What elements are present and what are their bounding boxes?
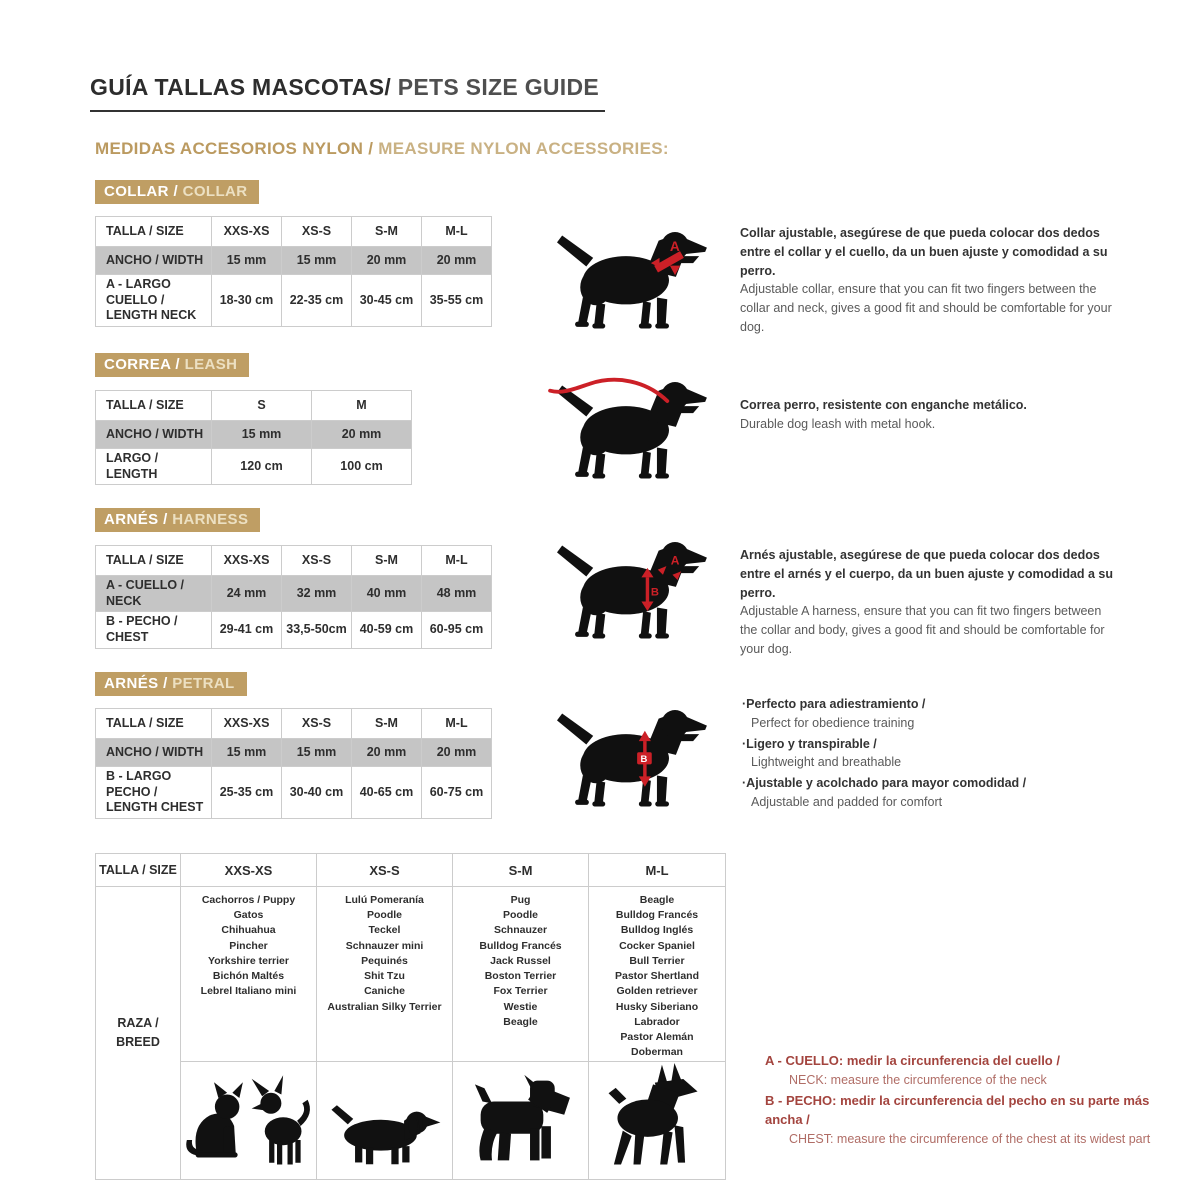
- leash-desc-es: Correa perro, resistente con enganche metálico.: [740, 398, 1027, 412]
- table-cell: 22-35 cm: [282, 275, 352, 327]
- breed-item: Poodle: [366, 909, 402, 922]
- table-cell: TALLA / SIZE: [96, 546, 212, 576]
- petral-size-table: [95, 708, 492, 819]
- table-cell: 60-95 cm: [422, 612, 492, 648]
- harness-badge-en: HARNESS: [172, 511, 249, 528]
- collar-badge-es: COLLAR /: [104, 183, 183, 200]
- harness-desc-es: Arnés ajustable, asegúrese de que pueda colocar dos dedos entre el arnés y el cuerpo, da un buen ajuste y comodidad a su perro.: [740, 548, 1114, 600]
- schnauzer-silhouette: [471, 1073, 571, 1168]
- table-cell: ANCHO / WIDTH: [96, 421, 212, 449]
- page-subtitle-en: MEASURE NYLON ACCESSORIES:: [378, 139, 669, 158]
- breed-item: Golden retriever: [616, 985, 698, 998]
- table-cell: LARGO / LENGTH: [96, 449, 212, 485]
- table-cell: XXS-XS: [212, 217, 282, 247]
- table-cell: 35-55 cm: [422, 275, 492, 327]
- table-cell: 20 mm: [312, 421, 412, 449]
- leash-description: [740, 396, 1122, 434]
- breed-item: Cachorros / Puppy: [201, 894, 296, 906]
- table-cell: B - LARGO PECHO / LENGTH CHEST: [96, 767, 212, 819]
- table-cell: S-M: [352, 217, 422, 247]
- table-cell: S-M: [453, 854, 589, 887]
- breed-item: Yorkshire terrier: [208, 954, 289, 967]
- petral-badge-es: ARNÉS /: [104, 675, 173, 692]
- breed-item: Pequinés: [361, 954, 408, 967]
- table-cell: XXS-XS: [181, 854, 317, 887]
- table-cell: TALLA / SIZE: [96, 709, 212, 739]
- table-cell: XS-S: [282, 709, 352, 739]
- breed-item: Teckel: [368, 924, 401, 937]
- breed-item: Boston Terrier: [484, 970, 557, 983]
- breed-item: Beagle: [639, 894, 675, 906]
- table-cell: XS-S: [282, 546, 352, 576]
- breed-item: Pincher: [229, 939, 268, 952]
- breed-row-label: RAZA / BREED: [96, 887, 181, 1180]
- table-cell: 20 mm: [352, 247, 422, 275]
- breed-list-xxs-xs: [181, 887, 317, 1062]
- breed-item: Chihuahua: [221, 924, 276, 937]
- collar-size-table: [95, 216, 492, 327]
- table-cell: 18-30 cm: [212, 275, 282, 327]
- breed-list-xs-s: [317, 887, 453, 1062]
- page-title-en: PETS SIZE GUIDE: [391, 74, 600, 100]
- table-cell: S-M: [352, 709, 422, 739]
- leash-size-table: [95, 390, 412, 485]
- leash-dog-figure: [537, 370, 720, 487]
- breed-item: Schnauzer: [493, 924, 548, 937]
- harness-label-b: B: [650, 586, 659, 599]
- silhouette-cell-s-m: [453, 1062, 589, 1180]
- page-title-es: GUÍA TALLAS MASCOTAS/: [90, 74, 392, 100]
- breed-list-m-l: [589, 887, 726, 1062]
- collar-badge-en: COLLAR: [182, 183, 248, 200]
- harness-section-badge: [95, 508, 260, 532]
- collar-dog-figure: [537, 220, 720, 337]
- breed-list-s-m: [453, 887, 589, 1062]
- note-neck-es: A - CUELLO: medir la circunferencia del cuello /: [765, 1053, 1060, 1068]
- cat-and-chihuahua-silhouette: [183, 1070, 315, 1168]
- breed-item: Gatos: [233, 909, 264, 922]
- table-cell: M-L: [589, 854, 726, 887]
- harness-desc-en: Adjustable A harness, ensure that you can fit two fingers between the collar and body, gives a good fit and should be comfortable for your dog.: [740, 604, 1105, 656]
- table-cell: XS-S: [317, 854, 453, 887]
- silhouette-cell-m-l: [589, 1062, 726, 1180]
- measuring-notes: [765, 1052, 1185, 1151]
- breed-item: Beagle: [503, 1015, 538, 1028]
- breed-item: Shit Tzu: [364, 970, 405, 983]
- note-chest-en: CHEST: measure the circumference of the chest at its widest part: [789, 1131, 1151, 1146]
- collar-desc-es: Collar ajustable, asegúrese de que pueda colocar dos dedos entre el collar y el cuello, da un buen ajuste y comodidad a su perro.: [740, 226, 1108, 278]
- harness-description: [740, 546, 1122, 659]
- table-cell: 15 mm: [282, 739, 352, 767]
- table-cell: 20 mm: [422, 739, 492, 767]
- table-cell: 15 mm: [212, 739, 282, 767]
- petral-dog-figure: [537, 698, 720, 815]
- table-cell: XXS-XS: [212, 709, 282, 739]
- leash-desc-en: Durable dog leash with metal hook.: [740, 416, 936, 431]
- breed-item: Bulldog Francés: [615, 909, 699, 922]
- harness-size-table: [95, 545, 492, 649]
- breed-item: Doberman: [631, 1046, 683, 1059]
- breed-item: Bulldog Francés: [479, 939, 562, 952]
- table-cell: 48 mm: [422, 576, 492, 612]
- table-cell: A - LARGO CUELLO / LENGTH NECK: [96, 275, 212, 327]
- table-cell: 20 mm: [352, 739, 422, 767]
- dachshund-silhouette: [326, 1097, 444, 1168]
- table-cell: 40-59 cm: [352, 612, 422, 648]
- dog-silhouette: [557, 542, 707, 638]
- breed-table: [95, 853, 726, 1180]
- table-cell: M-L: [422, 546, 492, 576]
- silhouette-cell-xs-s: [317, 1062, 453, 1180]
- breed-item: Bichón Maltés: [212, 970, 285, 983]
- petral-bullet-es: · Ajustable y acolchado para mayor comodidad /: [742, 774, 1102, 793]
- table-cell: XXS-XS: [212, 546, 282, 576]
- table-cell: 40 mm: [352, 576, 422, 612]
- note-chest-es: B - PECHO: medir la circunferencia del pecho en su parte más ancha /: [765, 1092, 1150, 1127]
- table-cell: ANCHO / WIDTH: [96, 739, 212, 767]
- petral-section-badge: [95, 672, 247, 696]
- breed-item: Australian Silky Terrier: [327, 1000, 442, 1013]
- leash-badge-en: LEASH: [184, 356, 238, 373]
- table-cell: 100 cm: [312, 449, 412, 485]
- page-subtitle-es: MEDIDAS ACCESORIOS NYLON /: [95, 139, 379, 158]
- leash-section-badge: [95, 353, 249, 377]
- petral-bullet-es: · Perfecto para adiestramiento /: [742, 695, 1102, 714]
- collar-desc-en: Adjustable collar, ensure that you can fit two fingers between the collar and neck, gives a good fit and should be comfortable for your dog.: [740, 282, 1112, 334]
- note-neck-en: NECK: measure the circumference of the neck: [789, 1072, 1047, 1087]
- harness-label-a: A: [670, 553, 680, 568]
- petral-badge-en: PETRAL: [172, 675, 235, 692]
- table-cell: M: [312, 391, 412, 421]
- table-cell: 29-41 cm: [212, 612, 282, 648]
- table-cell: 33,5-50cm: [282, 612, 352, 648]
- collar-description: [740, 224, 1122, 337]
- page-title: [90, 74, 605, 112]
- petral-bullet-en: Adjustable and padded for comfort: [751, 794, 943, 809]
- table-cell: M-L: [422, 709, 492, 739]
- table-cell: 24 mm: [212, 576, 282, 612]
- table-cell: 25-35 cm: [212, 767, 282, 819]
- doberman-silhouette: [605, 1063, 710, 1168]
- breed-item: Cocker Spaniel: [619, 939, 695, 952]
- dog-silhouette: [557, 710, 707, 806]
- table-cell: 15 mm: [212, 247, 282, 275]
- table-cell: S: [212, 391, 312, 421]
- table-cell: S-M: [352, 546, 422, 576]
- table-cell: TALLA / SIZE: [96, 217, 212, 247]
- harness-badge-es: ARNÉS /: [104, 511, 173, 528]
- table-cell: 30-45 cm: [352, 275, 422, 327]
- table-cell: TALLA / SIZE: [96, 854, 181, 887]
- table-cell: M-L: [422, 217, 492, 247]
- harness-dog-figure: [537, 530, 720, 647]
- table-cell: 30-40 cm: [282, 767, 352, 819]
- breed-item: Schnauzer mini: [345, 939, 424, 952]
- breed-item: Bulldog Inglés: [620, 924, 694, 937]
- table-cell: 32 mm: [282, 576, 352, 612]
- breed-item: Lulú Pomeranía: [345, 894, 424, 906]
- petral-features: [742, 695, 1102, 814]
- breed-item: Lebrel Italiano mini: [200, 985, 297, 998]
- table-cell: B - PECHO / CHEST: [96, 612, 212, 648]
- table-cell: 60-75 cm: [422, 767, 492, 819]
- table-cell: 120 cm: [212, 449, 312, 485]
- breed-item: Poodle: [502, 909, 538, 922]
- petral-label-b: B: [640, 753, 648, 765]
- leash-badge-es: CORREA /: [104, 356, 185, 373]
- petral-bullet-en: Lightweight and breathable: [751, 755, 902, 770]
- collar-section-badge: [95, 180, 259, 204]
- collar-label-a: A: [669, 239, 680, 255]
- breed-item: Pug: [510, 894, 531, 906]
- breed-item: Caniche: [364, 985, 405, 998]
- breed-item: Fox Terrier: [493, 985, 548, 998]
- table-cell: 20 mm: [422, 247, 492, 275]
- breed-item: Pastor Alemán: [620, 1030, 694, 1043]
- breed-item: Jack Russel: [490, 954, 551, 967]
- table-cell: 15 mm: [212, 421, 312, 449]
- breed-item: Labrador: [634, 1015, 680, 1028]
- table-cell: 15 mm: [282, 247, 352, 275]
- table-cell: XS-S: [282, 217, 352, 247]
- breed-item: Pastor Shertland: [614, 970, 700, 983]
- breed-item: Westie: [503, 1000, 538, 1013]
- breed-item: Husky Siberiano: [615, 1000, 699, 1013]
- dog-silhouette: [557, 232, 707, 328]
- dog-silhouette: [557, 382, 707, 478]
- petral-bullet-es: · Ligero y transpirable /: [742, 735, 1102, 754]
- table-cell: A - CUELLO / NECK: [96, 576, 212, 612]
- breed-item: Bull Terrier: [629, 954, 685, 967]
- table-cell: ANCHO / WIDTH: [96, 247, 212, 275]
- table-cell: TALLA / SIZE: [96, 391, 212, 421]
- page-subtitle: [95, 139, 669, 159]
- silhouette-cell-xxs-xs: [181, 1062, 317, 1180]
- petral-bullet-en: Perfect for obedience training: [751, 715, 915, 730]
- table-cell: 40-65 cm: [352, 767, 422, 819]
